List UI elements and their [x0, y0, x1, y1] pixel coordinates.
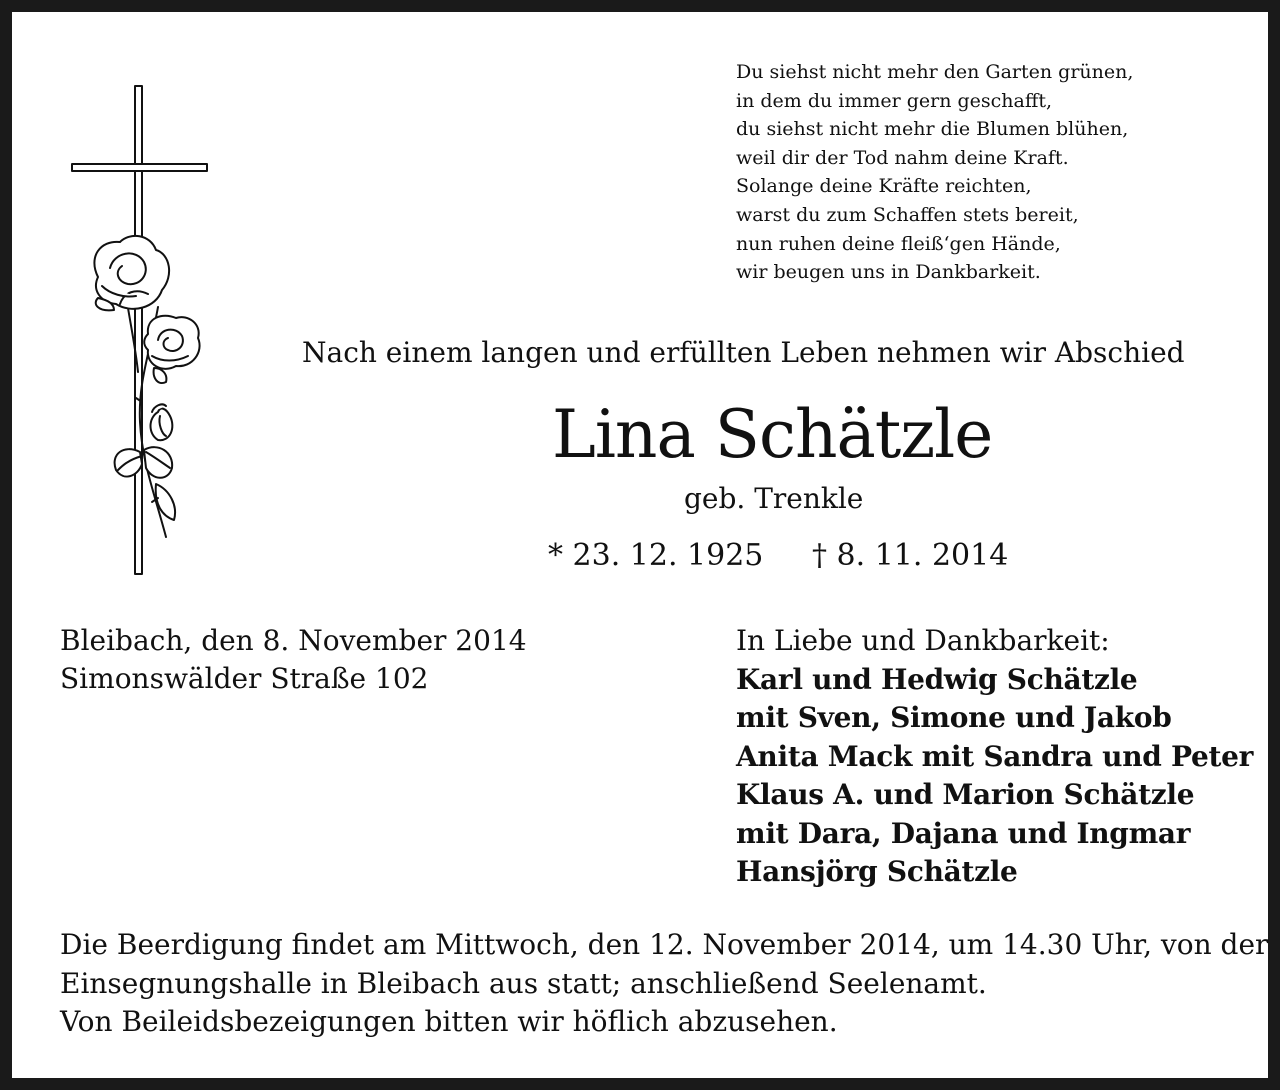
farewell-intro-text: Nach einem langen und erfüllten Leben nehmen wir Abschied: [302, 336, 1185, 369]
poem-line: Du siehst nicht mehr den Garten grünen,: [736, 61, 1134, 83]
mourner-line: mit Dara, Dajana und Ingmar: [736, 816, 1191, 850]
death-date: † 8. 11. 2014: [812, 538, 1009, 573]
mourners-list: [736, 622, 1253, 892]
birth-date: * 23. 12. 1925: [548, 538, 764, 573]
place-date: Bleibach, den 8. November 2014: [60, 624, 527, 657]
mourner-line: mit Sven, Simone und Jakob: [736, 701, 1172, 734]
poem-line: wir beugen uns in Dankbarkeit.: [736, 261, 1041, 284]
poem-line: nun ruhen deine fleiß‘gen Hände,: [736, 232, 1061, 255]
funeral-line: Einsegnungshalle in Bleibach aus statt; anschließend Seelenamt.: [60, 966, 987, 1000]
memorial-poem: [736, 58, 1236, 287]
upper-rose: [94, 236, 169, 309]
street-address: Simonswälder Straße 102: [60, 662, 429, 695]
place-and-address: [60, 622, 527, 698]
mourner-line: Klaus A. und Marion Schätzle: [736, 778, 1195, 811]
maiden-name: geb. Trenkle: [684, 482, 864, 515]
mourner-line: Anita Mack mit Sandra und Peter: [736, 739, 1254, 773]
poem-line: in dem du immer gern geschafft,: [736, 89, 1053, 112]
funeral-details: [60, 926, 1268, 1042]
mourner-line: Hansjörg Schätzle: [736, 855, 1018, 888]
poem-line: weil dir der Tod nahm deine Kraft.: [736, 146, 1069, 169]
poem-line: du siehst nicht mehr die Blumen blühen,: [736, 118, 1129, 141]
poem-line: warst du zum Schaffen stets bereit,: [736, 203, 1079, 226]
farewell-intro: [12, 336, 1280, 369]
poem-line: Solange deine Kräfte reichten,: [736, 175, 1032, 198]
funeral-line: Die Beerdigung findet am Mittwoch, den 12. November 2014, um 14.30 Uhr, von der: [60, 928, 1269, 961]
cross-horizontal-beam: [72, 164, 207, 171]
mourner-line: Karl und Hedwig Schätzle: [736, 662, 1138, 696]
funeral-line: Von Beileidsbezeigungen bitten wir höflich abzusehen.: [60, 1005, 838, 1038]
mourners-heading: In Liebe und Dankbarkeit:: [736, 624, 1110, 657]
deceased-name: Lina Schätzle: [552, 396, 993, 473]
